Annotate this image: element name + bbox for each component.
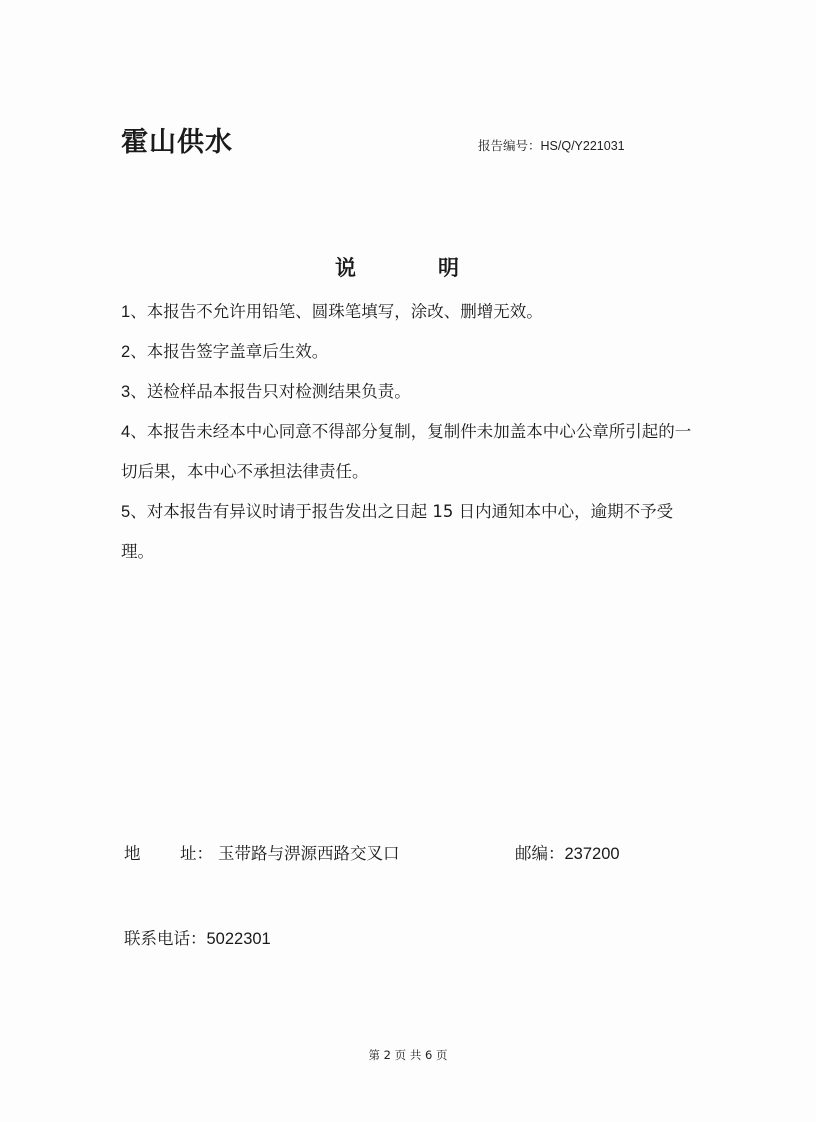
address-value: 玉带路与淠源西路交叉口 (218, 844, 400, 863)
heading-char-2: 明 (438, 256, 459, 280)
note-text: 对本报告有异议时请于报告发出之日起 15 日内通知本中心，逾期不予受理。 (121, 502, 674, 561)
address-label-char-1: 地 (124, 844, 141, 863)
note-item-5 (121, 492, 701, 572)
postcode-label: 邮编： (515, 844, 565, 863)
brand-title: 霍山供水 (121, 127, 233, 158)
address-label-char-2: 址： (180, 844, 213, 863)
heading-char-1: 说 (335, 256, 356, 280)
postcode (515, 840, 620, 864)
phone (124, 925, 271, 949)
note-text: 送检样品本报告只对检测结果负责。 (146, 382, 411, 401)
note-number: 2 (121, 343, 131, 361)
note-number: 5 (121, 503, 131, 521)
note-item-4 (121, 412, 701, 492)
notes-list (121, 292, 701, 572)
note-number: 3 (121, 383, 131, 401)
note-text: 本报告签字盖章后生效。 (146, 342, 329, 361)
note-separator: 、 (130, 502, 147, 521)
page-number: 第 2 页 共 6 页 (368, 1048, 448, 1062)
note-text: 本报告不允许用铅笔、圆珠笔填写，涂改、删增无效。 (146, 302, 543, 321)
note-separator: 、 (130, 422, 147, 441)
note-separator: 、 (130, 302, 147, 321)
note-item-1 (121, 292, 701, 332)
note-number: 1 (121, 303, 131, 321)
section-heading (335, 252, 459, 282)
report-number-label: 报告编号： (478, 138, 541, 153)
note-item-2 (121, 332, 701, 372)
note-number: 4 (121, 423, 131, 441)
note-text: 本报告未经本中心同意不得部分复制，复制件未加盖本中心公章所引起的一切后果，本中心不承担法律责任。 (121, 422, 692, 481)
note-item-3 (121, 372, 701, 412)
note-separator: 、 (130, 382, 147, 401)
report-number-value: HS/Q/Y221031 (540, 139, 625, 153)
report-number (478, 136, 625, 154)
postcode-value: 237200 (564, 845, 620, 863)
phone-label: 联系电话： (124, 929, 207, 948)
phone-value: 5022301 (206, 930, 271, 948)
address-label (124, 840, 213, 864)
note-separator: 、 (130, 342, 147, 361)
